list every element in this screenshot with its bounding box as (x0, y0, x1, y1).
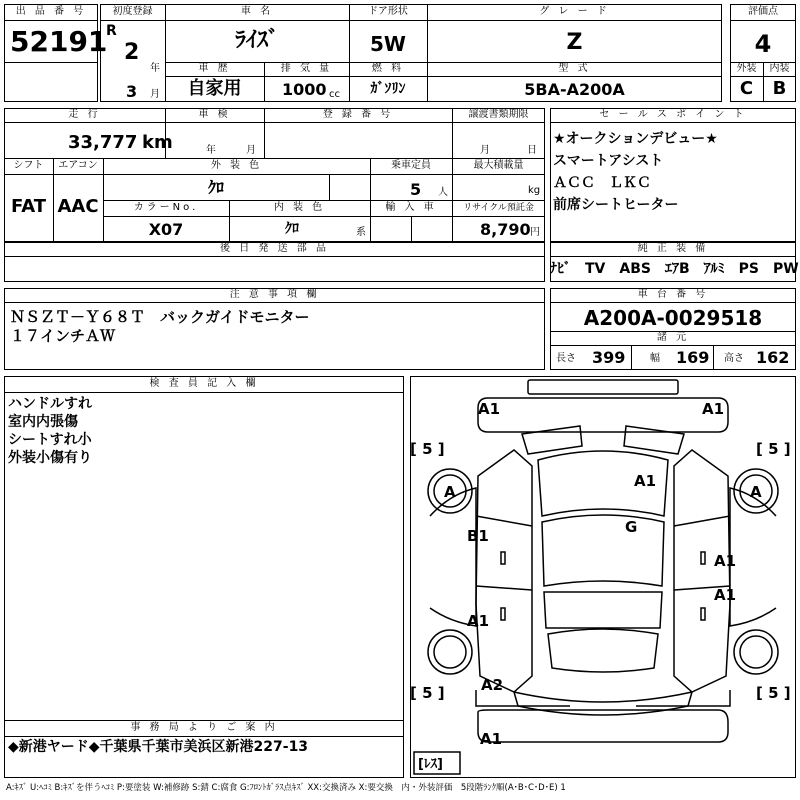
height-label: 高さ (724, 353, 744, 364)
chassis-number: A200A-0029518 (583, 306, 763, 330)
left-door-line-2 (476, 586, 532, 590)
inspection-year-unit: 年 (206, 145, 216, 156)
capacity-label: 乗車定員 (391, 160, 431, 171)
rear-glass-outline (548, 629, 658, 672)
damage-mark-hood: A1 (634, 472, 657, 490)
caution-notes (10, 308, 310, 346)
transfer-day-unit: 日 (527, 145, 537, 156)
left-side-outline (476, 450, 532, 692)
km-unit: km (142, 132, 173, 153)
sales-points-label: セ ー ル ス ポ イ ン ト (599, 109, 747, 120)
fuel-label: 燃 料 (371, 63, 405, 74)
office-info-label: 事 務 局 よ り ご 案 内 (130, 722, 278, 733)
left-front-handle (501, 552, 505, 564)
era: R (106, 23, 117, 39)
exterior-color: ｸﾛ (207, 178, 224, 197)
later-parts-label: 後 日 発 送 部 品 (220, 243, 329, 254)
month-unit: 月 (150, 89, 160, 100)
inspector-note-line: 室内内張傷 (8, 414, 78, 430)
top-bumper-strip (528, 380, 678, 394)
recycle-fee: 8,790 (480, 220, 531, 239)
inspector-note-line: ハンドルすれ (8, 396, 92, 412)
exterior-grade: C (739, 78, 754, 99)
cc-unit: cc (329, 89, 340, 100)
door-type: 5W (370, 32, 406, 56)
shift: FAT (10, 196, 47, 217)
shift-label: シフト (13, 160, 44, 171)
transfer-deadline-label: 譲渡書類期限 (468, 109, 529, 120)
length-label: 長さ (556, 353, 576, 364)
inspector-notes-label: 検 査 員 記 入 欄 (149, 378, 259, 389)
door-label: ドア形状 (368, 6, 408, 17)
history-label: 車 歴 (198, 63, 231, 74)
rear-right-wheel-inner (740, 636, 772, 668)
inspection-label: 車 検 (198, 109, 231, 120)
windshield-outline (542, 515, 664, 586)
lot-number-label: 出 品 番 号 (15, 6, 87, 17)
interior-color: ｸﾛ (285, 221, 299, 237)
sales-point-line: ★オークションデビュー★ (553, 131, 718, 147)
tailgate-outline (514, 692, 692, 715)
recycle-fee-label: リサイクル預託金 (463, 203, 534, 213)
damage-mark-front-right-bumper: A1 (702, 400, 725, 418)
equipment-label: 純 正 装 備 (637, 243, 709, 254)
car-name-label: 車 名 (240, 6, 274, 17)
exterior-label: 外装 (736, 63, 757, 74)
right-side-outline (674, 450, 730, 692)
aircon-label: エアコン (58, 160, 98, 171)
capacity: 5 (410, 180, 422, 199)
caution-label: 注 意 事 項 欄 (229, 289, 320, 300)
color-number: X07 (148, 220, 184, 239)
tire-depth-front-left: [ 5 ] (410, 440, 445, 458)
displacement-label: 排 気 量 (280, 63, 333, 74)
front-bumper-outline (478, 398, 728, 432)
rear-right-light (636, 690, 730, 706)
damage-mark-front-right-wheel: A (750, 483, 762, 501)
sales-points-list (553, 128, 718, 216)
score-label: 評価点 (748, 6, 778, 17)
legend-text: A:ｷｽﾞ U:ﾍｺﾐ B:ｷｽﾞを伴うﾍｺﾐ P:要塗装 W:補修跡 S:錆 C:腐食 G:ﾌﾛﾝﾄｶﾞﾗｽ点ｷｽﾞ XX:交換済み X:要交換 内・外装評価 5段階ﾗﾝｸ順(A･B･C･D･E) 1 (6, 783, 566, 793)
caution-line: １７インチＡＷ (10, 327, 116, 345)
exterior-color-label: 外 装 色 (210, 160, 263, 171)
damage-mark-front-left-wheel: A (444, 483, 456, 501)
inspector-notes (8, 395, 92, 467)
grade-label: グ レ ー ド (539, 6, 610, 17)
right-door-line-1 (674, 516, 730, 526)
interior-color-unit: 系 (356, 227, 366, 238)
right-front-handle (701, 552, 705, 564)
fuel: ｶﾞｿﾘﾝ (370, 81, 406, 97)
model-code: 5BA-A200A (524, 80, 625, 99)
damage-mark-right-front-door: A1 (714, 552, 737, 570)
model-label: 型 式 (558, 63, 591, 74)
caution-line: ＮＳＺＴ－Ｙ６８Ｔ バックガイドモニター (10, 308, 310, 326)
left-door-line-1 (476, 516, 532, 526)
roof-outline (544, 592, 662, 628)
score: 4 (754, 30, 772, 58)
damage-mark-rear-bumper: A1 (480, 730, 503, 748)
tire-depth-rear-right: [ 5 ] (756, 684, 791, 702)
chassis-number-label: 車 台 番 号 (637, 289, 709, 300)
color-number-label: カラーNo. (133, 202, 199, 213)
damage-mark-left-rear-quarter: A2 (481, 676, 504, 694)
car-damage-diagram (410, 376, 796, 778)
height: 162 (756, 348, 790, 367)
grade: Z (566, 30, 583, 55)
length: 399 (592, 348, 626, 367)
width-label: 幅 (650, 353, 660, 364)
registration-number-label: 登 録 番 号 (322, 109, 394, 120)
registration-year: 2 (124, 40, 140, 65)
sales-point-line: スマートアシスト (553, 153, 664, 169)
sales-point-line: 前席シートヒーター (553, 197, 679, 213)
transfer-month-unit: 月 (480, 145, 490, 156)
damage-mark-windshield: G (625, 518, 638, 536)
import-label: 輸 入 車 (385, 202, 437, 213)
max-load-label: 最大積載量 (473, 160, 524, 171)
specs-label: 諸 元 (656, 332, 690, 343)
tire-depth-front-right: [ 5 ] (756, 440, 791, 458)
interior-color-label: 内 装 色 (273, 202, 326, 213)
left-rear-handle (501, 608, 505, 620)
interior-grade: B (772, 78, 787, 99)
capacity-unit: 人 (438, 187, 448, 198)
damage-mark-left-front-fender: B1 (467, 527, 489, 545)
yen-unit: 円 (530, 227, 540, 238)
history: 自家用 (187, 78, 242, 99)
inspection-month-unit: 月 (246, 145, 256, 156)
tire-depth-rear-left: [ 5 ] (410, 684, 445, 702)
damage-mark-front-left-bumper: A1 (478, 400, 501, 418)
sales-point-line: ＡＣＣ ＬＫＣ (553, 175, 651, 191)
spare-tire-status: [ﾚｽ] (418, 757, 443, 772)
lot-number: 52191 (10, 25, 108, 58)
aircon: AAC (57, 196, 99, 217)
year-unit: 年 (150, 63, 160, 74)
first-registration-label: 初度登録 (112, 6, 153, 17)
rear-left-wheel-inner (434, 636, 466, 668)
damage-mark-right-rear-door: A1 (714, 586, 737, 604)
front-left-light (522, 426, 582, 454)
car-name: ﾗｲｽﾞ (234, 28, 279, 53)
mileage-label: 走 行 (68, 109, 101, 120)
equipment-list: ﾅﾋﾞ TV ABS ｴｱB ｱﾙﾐ PS PW (550, 261, 799, 277)
width: 169 (676, 348, 710, 367)
inspector-note-line: 外装小傷有り (8, 450, 92, 466)
mileage: 33,777 (68, 132, 138, 153)
office-info: ◆新港ヤード◆千葉県千葉市美浜区新港227-13 (8, 739, 309, 755)
inspector-note-line: シートすれ小 (8, 432, 92, 448)
front-right-light (624, 426, 684, 454)
interior-label: 内装 (769, 63, 790, 74)
max-load-unit: kg (528, 185, 541, 196)
registration-month: 3 (126, 82, 138, 101)
displacement: 1000 (282, 80, 327, 99)
right-rear-handle (701, 608, 705, 620)
damage-mark-left-rear-door: A1 (467, 612, 490, 630)
